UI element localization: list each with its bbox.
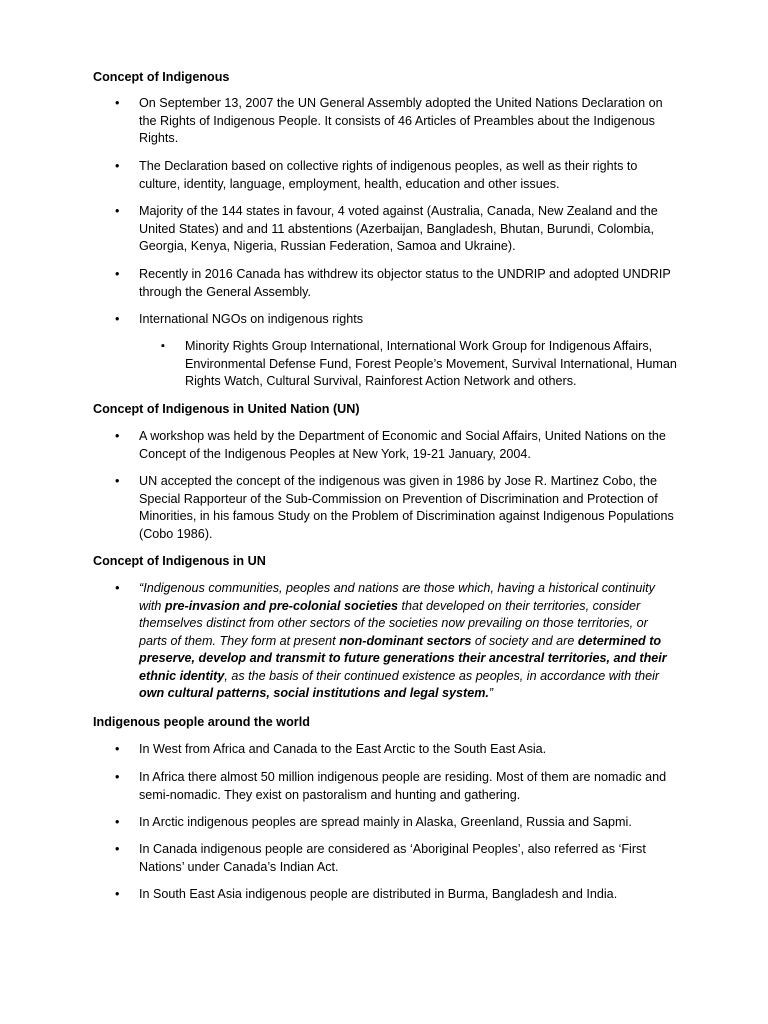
quote-emphasis: non-dominant sectors [339, 633, 472, 648]
quote-text: that developed on their territories, consider themselves distinct from other sectors of the societies now prevailing on those territories, or parts of them. They form at present [139, 598, 648, 648]
list-item: • In Canada indigenous people are considered as ‘Aboriginal Peoples’, also referred as ‘First Nations’ under Canada’s Indian Act. [139, 841, 679, 876]
quote-emphasis: determined to preserve, develop and transmit to future generations their ancestral territories, and their ethnic identity [139, 633, 667, 683]
quote-emphasis: pre-invasion and pre-colonial societies [164, 598, 398, 613]
quote-text: of society and are [471, 633, 578, 648]
quote-text: ” [488, 686, 494, 700]
cobo-definition-quote [139, 580, 679, 703]
quote-text: , as the basis of their continued existence as peoples, in accordance with their [224, 668, 660, 683]
section-heading-concept-in-un-quote: Concept of Indigenous in UN [93, 554, 266, 568]
section-heading-indigenous-around-world: Indigenous people around the world [93, 715, 310, 729]
section-heading-concept-in-un: Concept of Indigenous in United Nation (UN) [93, 402, 360, 416]
list-item: • Recently in 2016 Canada has withdrew its objector status to the UNDRIP and adopted UNDRIP through the General Assembly. [139, 266, 679, 301]
sub-list-item: ▪ Minority Rights Group International, International Work Group for Indigenous Affairs, Environmental Defense Fund, Forest People’s Movement, Survival International, Human Rights Watch, Cultural Survival, Rainforest Action Network and others. [185, 338, 679, 391]
list-item: • In South East Asia indigenous people are distributed in Burma, Bangladesh and India. [139, 886, 679, 904]
list-item: • The Declaration based on collective rights of indigenous peoples, as well as their rights to culture, identity, language, employment, health, education and other issues. [139, 158, 679, 193]
section-heading-concept-of-indigenous: Concept of Indigenous [93, 70, 230, 84]
list-item: • UN accepted the concept of the indigenous was given in 1986 by Jose R. Martinez Cobo, the Special Rapporteur of the Sub-Commission on Prevention of Discrimination and Protection of Minorities, in his famous Study on the Problem of Discrimination against Indigenous Populations (Cobo 1986). [139, 473, 679, 543]
quote-text: “Indigenous communities, peoples and nations are those which, having a historical continuity with [139, 581, 655, 613]
list-item: • International NGOs on indigenous rights [139, 311, 679, 329]
list-item: • Majority of the 144 states in favour, 4 voted against (Australia, Canada, New Zealand and the United States) and and 11 abstentions (Azerbaijan, Bangladesh, Bhutan, Burundi, Colombia, Georgia, Kenya, Nigeria, Russian Federation, Samoa and Ukraine). [139, 203, 679, 256]
list-item: • A workshop was held by the Department of Economic and Social Affairs, United Nations on the Concept of the Indigenous Peoples at New York, 19-21 January, 2004. [139, 428, 679, 463]
list-item: • On September 13, 2007 the UN General Assembly adopted the United Nations Declaration on the Rights of Indigenous People. It consists of 46 Articles of Preambles about the Indigenous Rights. [139, 95, 679, 148]
list-item: • In Africa there almost 50 million indigenous people are residing. Most of them are nomadic and semi-nomadic. They exist on pastoralism and hunting and gathering. [139, 769, 679, 804]
list-item: • In West from Africa and Canada to the East Arctic to the South East Asia. [139, 741, 679, 759]
list-item: • In Arctic indigenous peoples are spread mainly in Alaska, Greenland, Russia and Sapmi. [139, 814, 679, 832]
quote-emphasis: own cultural patterns, social institutions and legal system. [139, 686, 489, 700]
